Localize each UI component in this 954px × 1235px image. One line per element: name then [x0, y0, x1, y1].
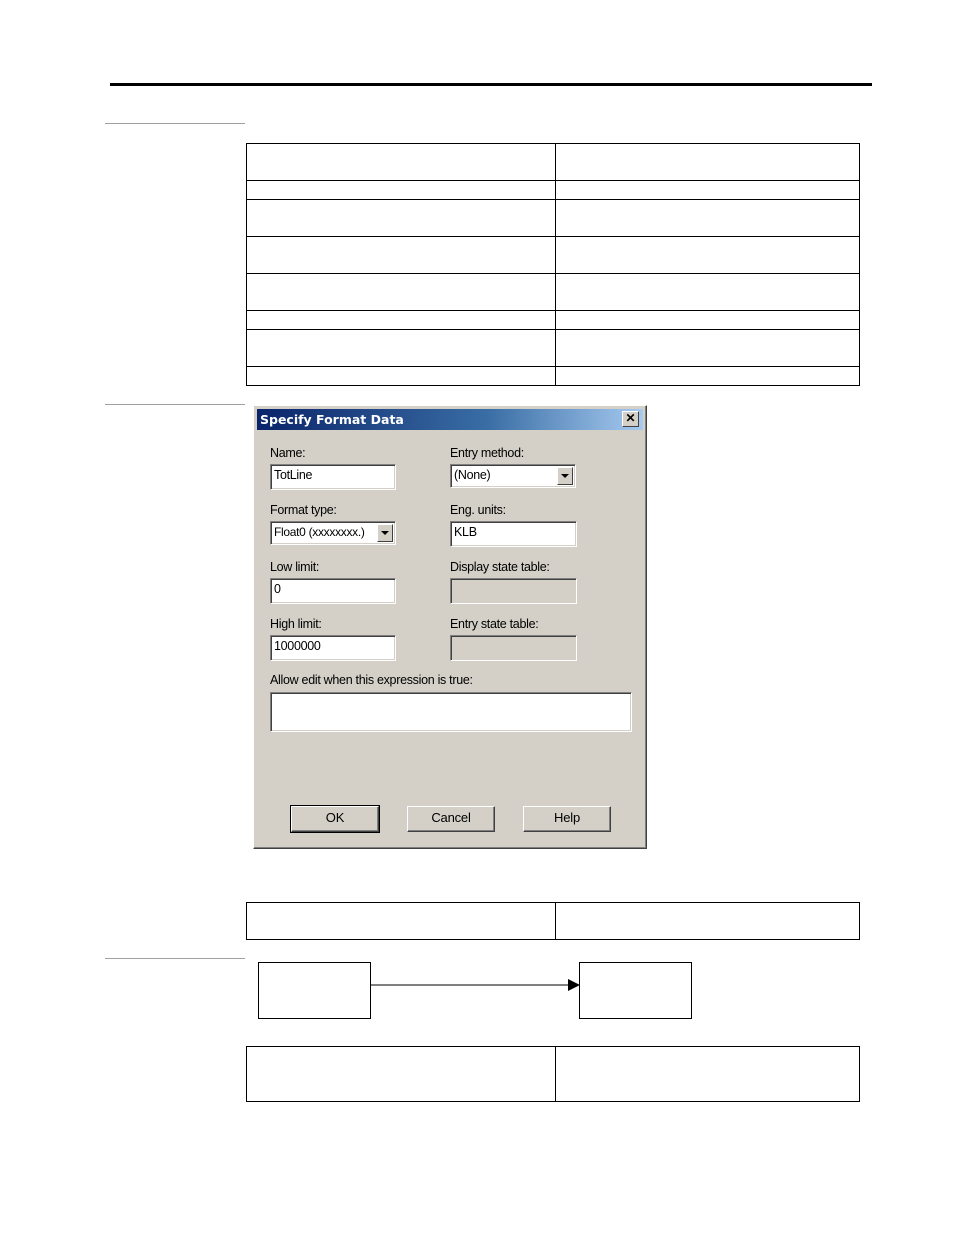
table-cell [556, 144, 860, 181]
entry-method-select[interactable] [450, 464, 576, 488]
name-label: Name: [270, 446, 306, 460]
properties-table [246, 143, 860, 386]
table-cell [556, 274, 860, 311]
page-header-rule [110, 83, 872, 86]
table-cell [556, 367, 860, 386]
entry-method-value: (None) [454, 468, 491, 482]
table-cell [556, 311, 860, 330]
diagram-source-box [258, 962, 371, 1019]
display-state-table-field[interactable] [450, 578, 577, 604]
section-rule-3 [105, 958, 245, 959]
entry-state-table-label: Entry state table: [450, 617, 539, 631]
format-type-value: Float0 (xxxxxxxx.) [274, 525, 365, 539]
allow-edit-label: Allow edit when this expression is true: [270, 673, 473, 687]
table-cell [556, 237, 860, 274]
specify-format-data-dialog [253, 405, 647, 849]
summary-table [246, 902, 860, 940]
high-limit-field[interactable]: 1000000 [270, 635, 396, 661]
table-row [247, 237, 860, 274]
low-limit-field[interactable]: 0 [270, 578, 396, 604]
format-type-label: Format type: [270, 503, 337, 517]
diagram-target-box [579, 962, 692, 1019]
table-cell [556, 1047, 860, 1102]
section-rule-1 [105, 123, 245, 124]
diagram-arrow [370, 978, 582, 992]
allow-edit-field[interactable] [270, 692, 632, 732]
table-cell [247, 330, 556, 367]
dialog-title-bar [257, 409, 643, 430]
entry-method-label: Entry method: [450, 446, 524, 460]
table-cell [556, 200, 860, 237]
table-row [247, 330, 860, 367]
ok-button[interactable]: OK [291, 806, 379, 832]
entry-method-dropdown-icon[interactable] [557, 467, 573, 485]
dialog-title: Specify Format Data [260, 412, 404, 427]
table-cell [247, 200, 556, 237]
high-limit-label: High limit: [270, 617, 322, 631]
table-row [247, 181, 860, 200]
table-cell [556, 330, 860, 367]
table-cell [247, 367, 556, 386]
entry-state-table-field[interactable] [450, 635, 577, 661]
table-cell [247, 1047, 556, 1102]
section-rule-2 [105, 404, 245, 405]
display-state-table-label: Display state table: [450, 560, 550, 574]
table-row [247, 1047, 860, 1102]
low-limit-label: Low limit: [270, 560, 320, 574]
table-row [247, 200, 860, 237]
table-cell [247, 903, 556, 940]
table-cell [247, 237, 556, 274]
table-cell [247, 274, 556, 311]
table-cell [247, 311, 556, 330]
close-icon: ✕ [625, 411, 636, 425]
help-button[interactable]: Help [523, 806, 611, 832]
format-type-select[interactable] [270, 521, 396, 545]
cancel-button[interactable]: Cancel [407, 806, 495, 832]
name-field[interactable]: TotLine [270, 464, 396, 490]
bottom-table [246, 1046, 860, 1102]
table-cell [556, 181, 860, 200]
table-row [247, 903, 860, 940]
table-cell [247, 181, 556, 200]
eng-units-label: Eng. units: [450, 503, 506, 517]
table-row [247, 144, 860, 181]
table-row [247, 274, 860, 311]
table-cell [247, 144, 556, 181]
table-cell [556, 903, 860, 940]
eng-units-field[interactable]: KLB [450, 521, 577, 547]
table-row [247, 367, 860, 386]
close-button[interactable] [622, 411, 639, 427]
table-row [247, 311, 860, 330]
format-type-dropdown-icon[interactable] [377, 524, 393, 542]
